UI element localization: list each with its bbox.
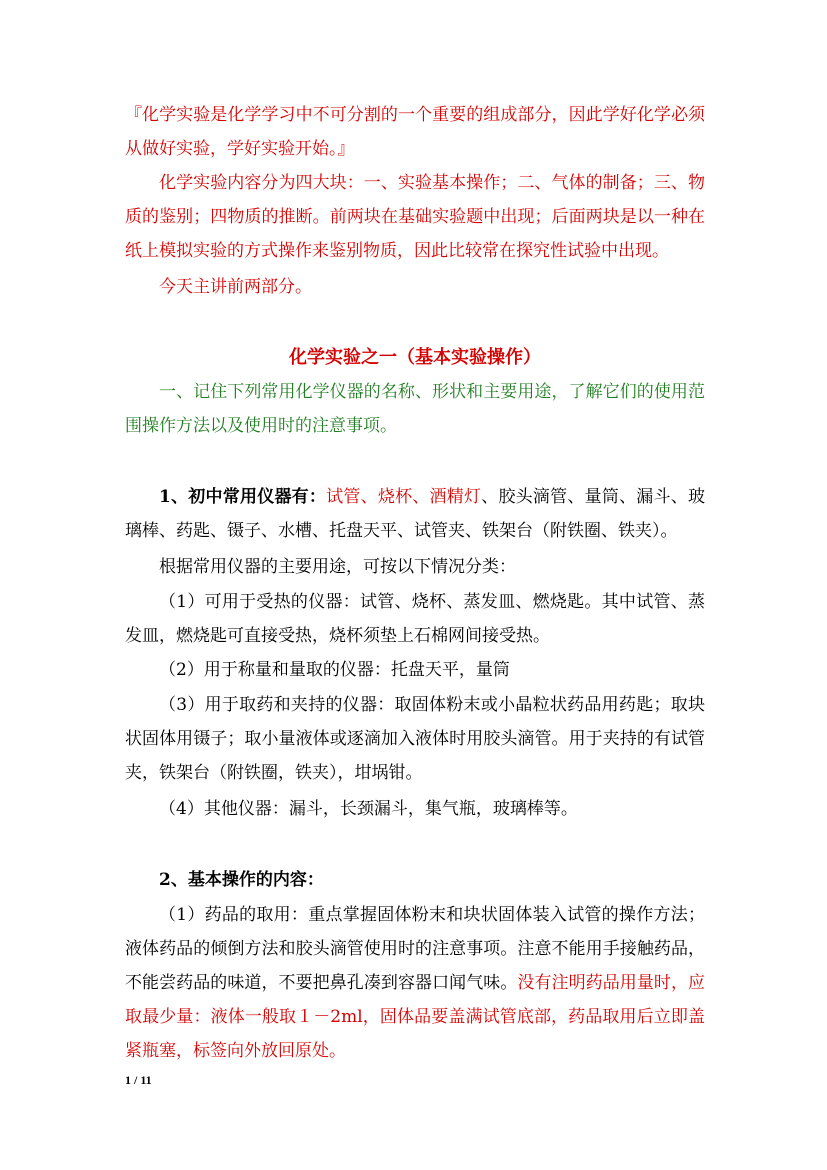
intro-paragraph-1: 『化学实验是化学学习中不可分割的一个重要的组成部分，因此学好化学必须从做好实验，学好实验开始。』 [125,105,705,159]
page-number: 1 / 11 [125,1073,152,1087]
intro-paragraph-3: 今天主讲前两部分。 [159,277,312,297]
part1-paragraph [125,480,705,548]
part1-item4: （4）其他仪器：漏斗，长颈漏斗，集气瓶，玻璃棒等。 [159,799,578,819]
part1-red-items: 试管、烧杯、酒精灯 [326,487,482,507]
part2-item1-text: （1）药品的取用：重点掌握固体粉末和块状固体装入试管的操作方法；液体药品的倾倒方法和胶头滴管使用时的注意事项。注意不能用手接触药品，不能尝药品的味道，不要把鼻孔凑到容器口闻气味。 [125,905,705,993]
part1-item2: （2）用于称量和量取的仪器：托盘天平，量筒 [159,660,510,680]
section-title: 化学实验之一（基本实验操作） [289,347,541,368]
part1-rest: 、胶头滴管、量筒、漏斗、玻璃棒、药匙、镊子、水槽、托盘天平、试管夹、铁架台（附铁圈、铁夹）。 [125,487,705,541]
part1-item1: （1）可用于受热的仪器：试管、烧杯、蒸发皿、燃烧匙。其中试管、蒸发皿，燃烧匙可直接受热，烧杯须垫上石棉网间接受热。 [125,592,705,646]
intro-paragraph-2: 化学实验内容分为四大块：一、实验基本操作；二、气体的制备；三、物质的鉴别；四物质的推断。前两块在基础实验题中出现；后面两块是以一种在纸上模拟实验的方式操作来鉴别物质，因此比较常在探究性试验中出现。 [125,173,705,261]
part1-heading: 1、初中常用仪器有： [159,487,327,507]
section-intro: 一、记住下列常用化学仪器的名称、形状和主要用途，了解它们的使用范围操作方法以及使用时的注意事项。 [125,382,705,436]
part2-heading: 2、基本操作的内容： [159,870,324,890]
part2-item1 [125,898,705,1068]
part1-item3: （3）用于取药和夹持的仪器：取固体粉末或小晶粒状药品用药匙；取块状固体用镊子；取小量液体或逐滴加入液体时用胶头滴管。用于夹持的有试管夹，铁架台（附铁圈，铁夹），坩埚钳。 [125,695,705,783]
part1-classify: 根据常用仪器的主要用途，可按以下情况分类： [159,557,516,577]
part2-item1-red-text: 没有注明药品用量时，应取最少量：液体一般取１－2ml，固体品要盖满试管底部，药品取用后立即盖紧瓶塞，标签向外放回原处。 [125,973,706,1061]
